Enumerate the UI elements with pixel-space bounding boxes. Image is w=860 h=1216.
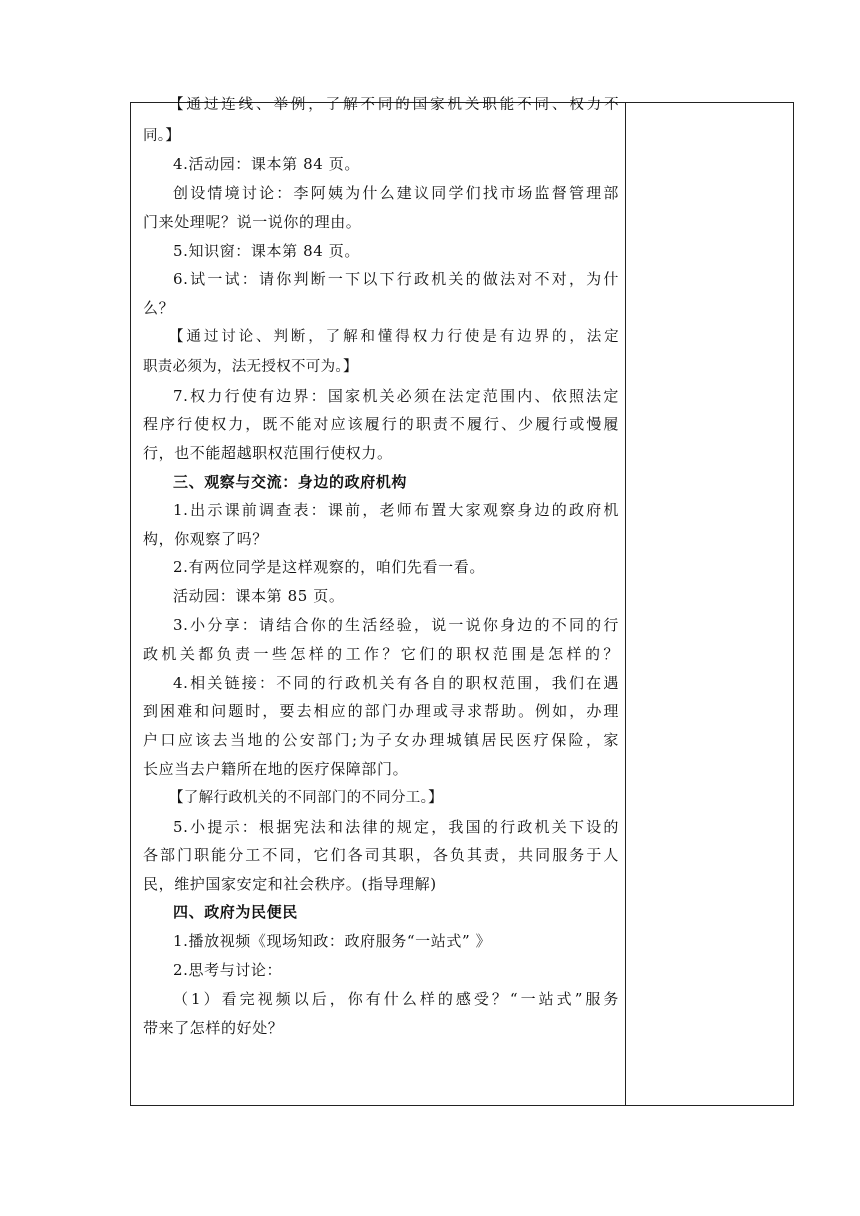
text-line: 民，维护国家安定和社会秩序。(指导理解) [143,875,437,893]
teaching-note-line: 【了解行政机关的不同部门的不同分工。】 [169,790,443,806]
text-line: 5.知识窗：课本第 84 页。 [173,242,360,260]
text-line: 政机关都负责一些怎样的工作？它们的职权范围是怎样的？ [143,645,619,663]
section-heading: 三、观察与交流：身边的政府机构 [173,473,408,491]
text-line: 创设情境讨论：李阿姨为什么建议同学们找市场监督管理部 [173,184,619,202]
text-line: 1.播放视频《现场知政：政府服务“一站式” 》 [173,932,492,950]
text-line: 行，也不能超越职权范围行使权力。 [143,444,393,462]
notes-column [626,103,793,1105]
text-line: 3.小分享：请结合你的生活经验，说一说你身边的不同的行 [173,616,619,634]
text-line: 到困难和问题时，要去相应的部门办理或寻求帮助。例如，办理 [143,702,619,720]
text-line: 2.思考与讨论： [173,961,283,979]
teaching-note-line: 同。】 [143,128,181,144]
text-line: 1.出示课前调查表：课前，老师布置大家观察身边的政府机 [173,501,619,519]
text-line: 2.有两位同学是这样观察的，咱们先看一看。 [173,558,485,576]
teaching-note-line: 职责必须为，法无授权不可为。】 [143,359,358,375]
text-line: 带来了怎样的好处？ [143,1019,284,1037]
text-line: 构，你观察了吗？ [143,530,268,548]
text-line: 6.试一试：请你判断一下以下行政机关的做法对不对，为什 [173,270,619,288]
lesson-table [130,97,794,1106]
text-line: 4.活动园：课本第 84 页。 [173,155,360,173]
text-line: 长应当去户籍所在地的医疗保障部门。 [143,760,409,778]
text-line: 7.权力行使有边界：国家机关必须在法定范围内、依照法定 [173,387,619,405]
text-line: 么？ [143,299,175,317]
text-line: 程序行使权力，既不能对应该履行的职责不履行、少履行或慢履 [143,415,619,433]
section-heading: 四、政府为民便民 [173,903,298,921]
text-line: （1）看完视频以后，你有什么样的感受？“一站式”服务 [173,990,619,1008]
text-line: 户口应该去当地的公安部门;为子女办理城镇居民医疗保险，家 [143,731,619,749]
teaching-note-line: 【通过讨论、判断，了解和懂得权力行使是有边界的，法定 [169,329,619,345]
text-line: 门来处理呢？说一说你的理由。 [143,213,362,231]
text-line: 5.小提示：根据宪法和法律的规定，我国的行政机关下设的 [173,818,619,836]
text-line: 各部门职能分工不同，它们各司其职，各负其责，共同服务于人 [143,846,619,864]
teaching-note-line: 【通过连线、举例，了解不同的国家机关职能不同、权力不 [169,97,619,113]
text-line: 活动园：课本第 85 页。 [173,587,345,605]
text-line: 4.相关链接：不同的行政机关有各自的职权范围，我们在遇 [173,674,619,692]
